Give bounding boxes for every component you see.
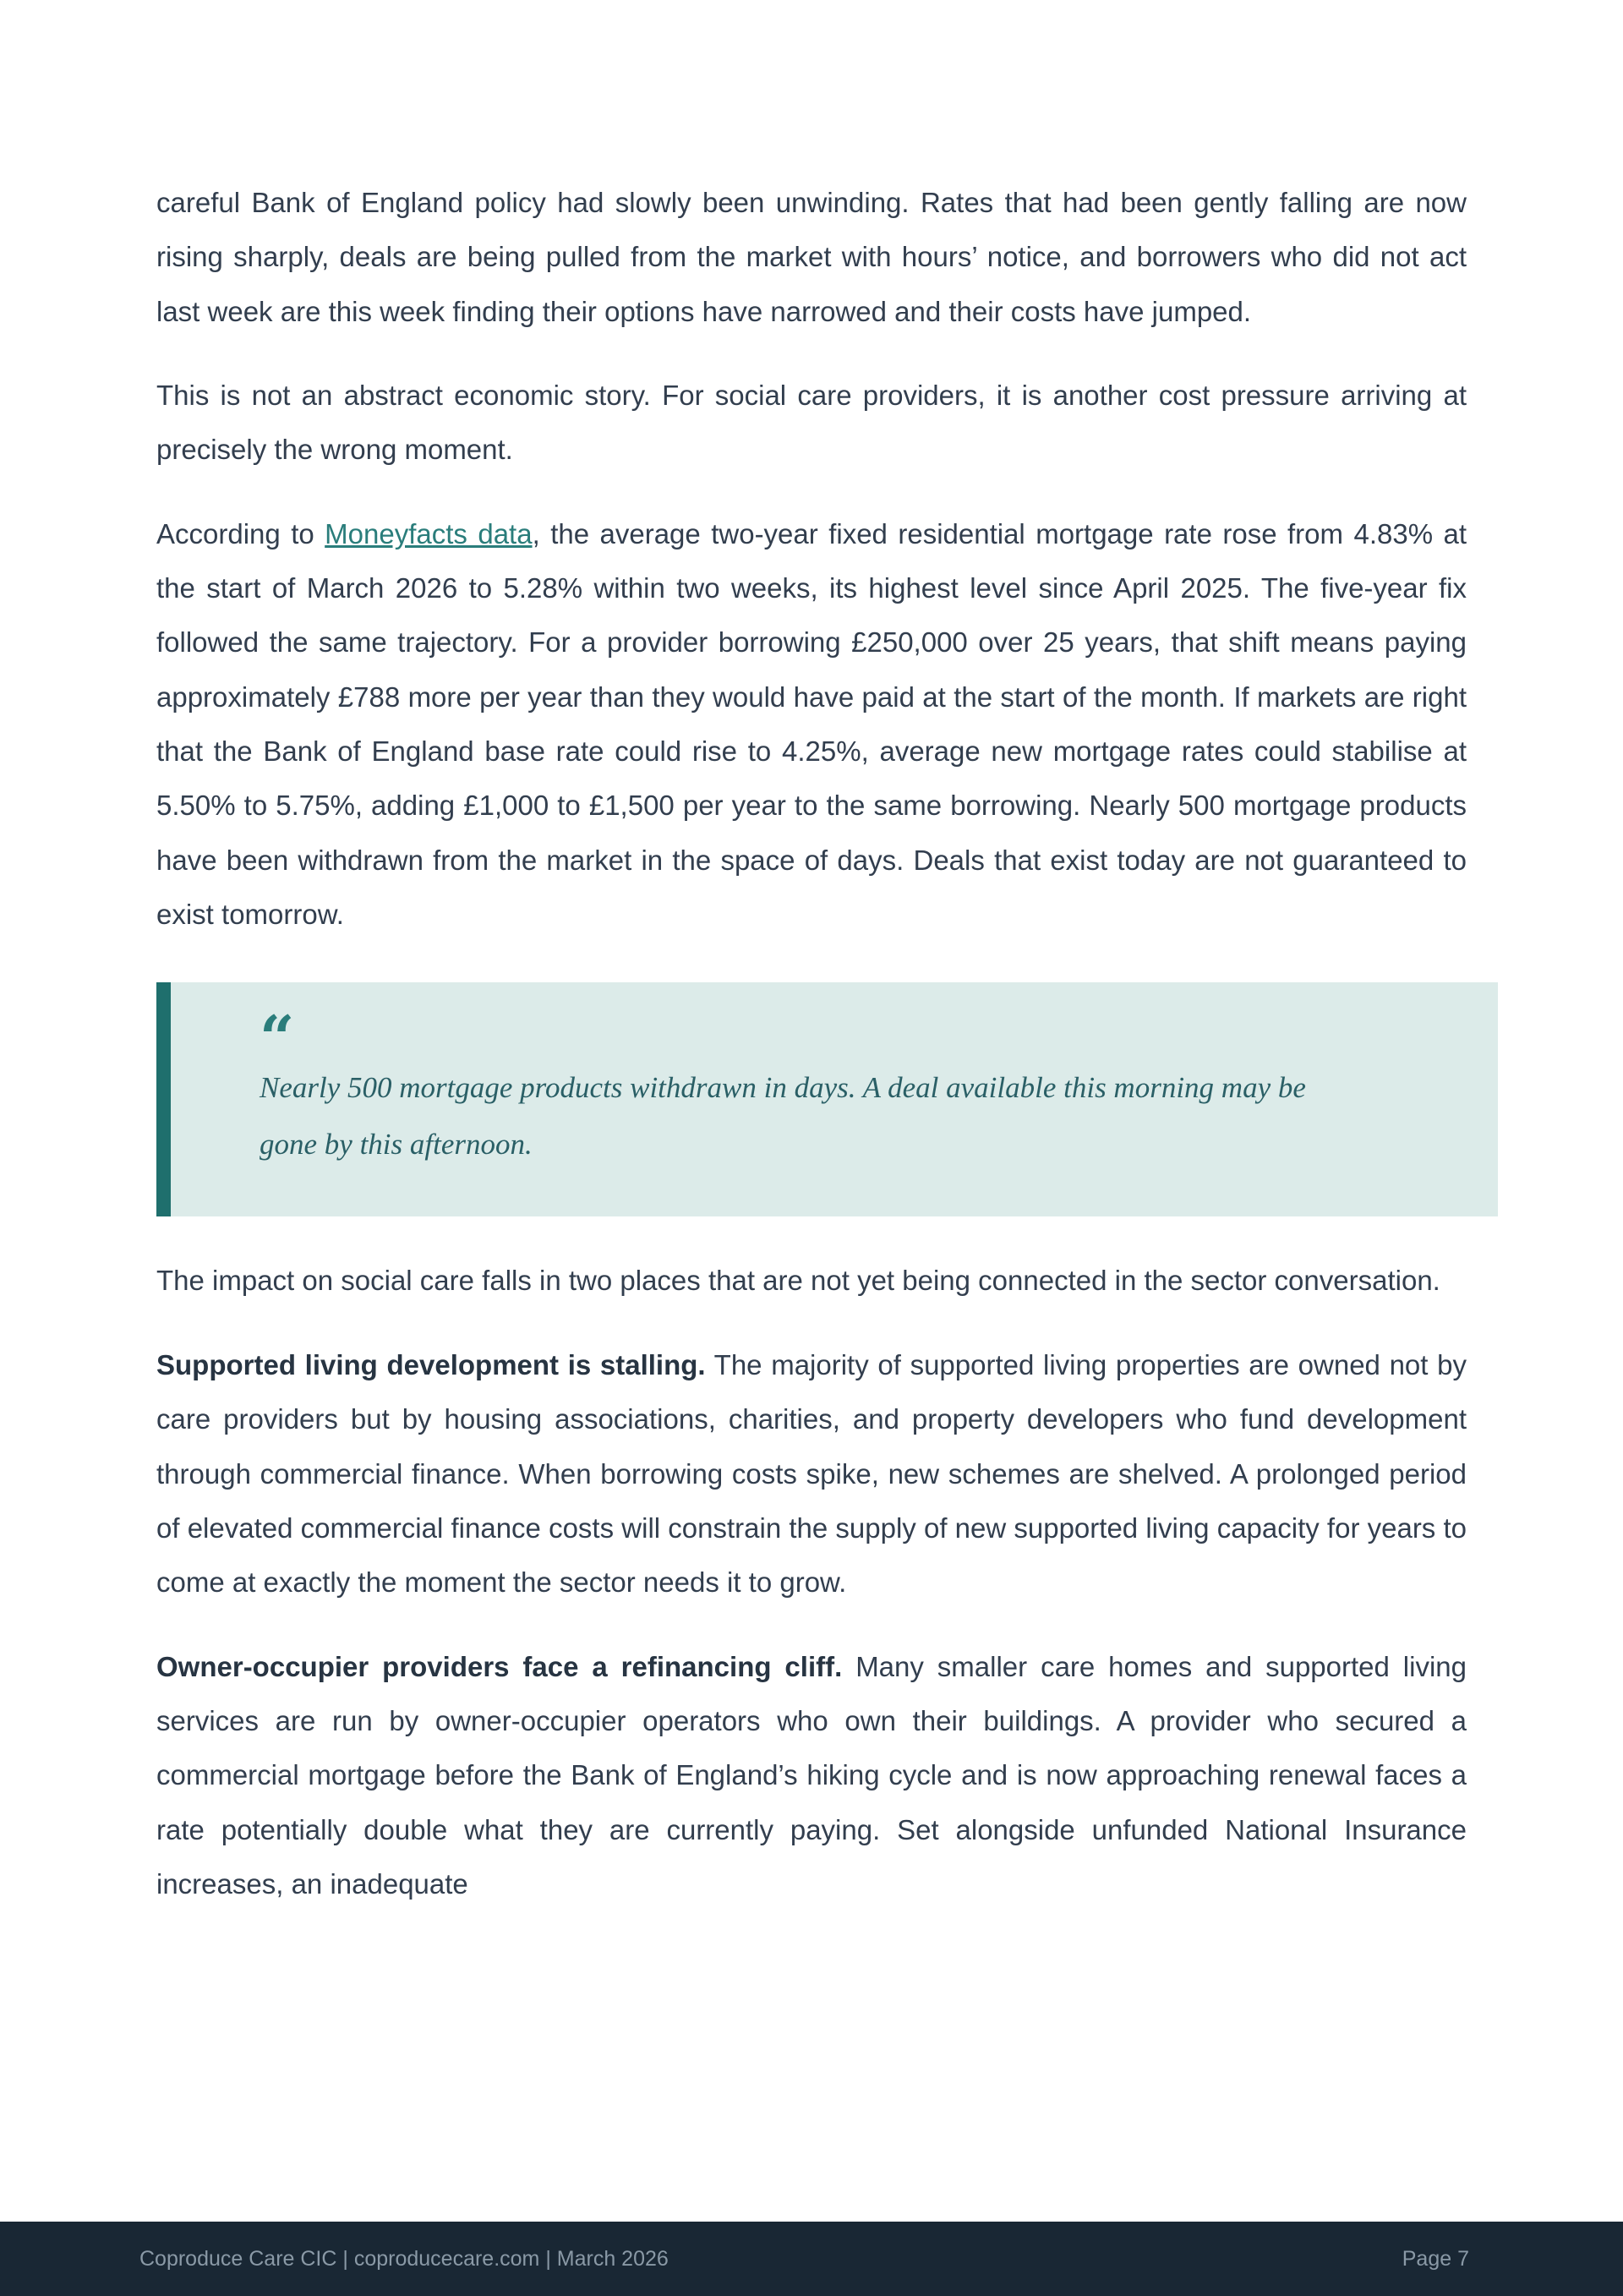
paragraph-intro: careful Bank of England policy had slowly been unwinding. Rates that had been gently falling are now rising sharply, deals are being pulled from the market with hours’ notice, and borrowers who did not act last week are this week finding their options have narrowed and their costs have jumped. [156,187,1467,327]
paragraph-impact: The impact on social care falls in two places that are not yet being connected in the sector conversation. [156,1265,1440,1297]
paragraph-text-supported-living: The majority of supported living properties are owned not by care providers but by housing associations, charities, and property developers who fund development through commercial finance. When borrowing costs spike, new schemes are shelved. A prolonged period of elevated commercial finance costs will constrain the supply of new supported living capacity for years to come at exactly the moment the sector needs it to grow. [156,1348,1467,1599]
paragraph-text-owner-occupier: Many smaller care homes and supported living services are run by owner-occupier operators who own their buildings. A provider who secured a commercial mortgage before the Bank of England’s hiking cycle and is now approaching renewal faces a rate potentially double what they are currently paying. Set alongside unfunded National Insurance increases, an inadequate [156,1650,1467,1900]
footer-page-number: Page 7 [1402,2246,1469,2271]
paragraph-moneyfacts [156,507,1467,943]
moneyfacts-data-link[interactable]: Moneyfacts data [325,517,533,549]
quote-text: Nearly 500 mortgage products withdrawn in days. A deal available this morning may be gone by this afternoon. [260,1071,1306,1161]
paragraph-cost-pressure: This is not an abstract economic story. For social care providers, it is another cost pressure arriving at precisely the wrong moment. [156,380,1467,466]
paragraph-lead-supported-living: Supported living development is stalling. [156,1348,706,1380]
footer-publisher-info: Coproduce Care CIC | coproducecare.com | March 2026 [139,2246,669,2271]
paragraph-owner-occupier [156,1640,1467,1912]
paragraph-text-after-link: , the average two-year fixed residential mortgage rate rose from 4.83% at the start of March 2026 to 5.28% within two weeks, its highest level since April 2025. The five-year fix followed the same trajectory. For a provider borrowing £250,000 over 25 years, that shift means paying approximately £788 more per year than they would have paid at the start of the month. If markets are right that the Bank of England base rate could rise to 4.25%, average new mortgage rates could stabilise at 5.50% to 5.75%, adding £1,000 to £1,500 per year to the same borrowing. Nearly 500 mortgage products have been withdrawn from the market in the space of days. Deals that exist today are not guaranteed to exist tomorrow. [156,517,1467,931]
quote-body [171,982,1498,1216]
paragraph-supported-living [156,1338,1467,1610]
paragraph-lead-owner-occupier: Owner-occupier providers face a refinancing cliff. [156,1650,843,1682]
quotation-mark-icon: “ [260,1002,295,1074]
paragraph-text-before-link: According to [156,517,325,549]
quote-accent-bar [156,982,171,1216]
pull-quote-block [156,982,1498,1216]
page-content [156,0,1467,1941]
page-footer [0,2222,1623,2296]
